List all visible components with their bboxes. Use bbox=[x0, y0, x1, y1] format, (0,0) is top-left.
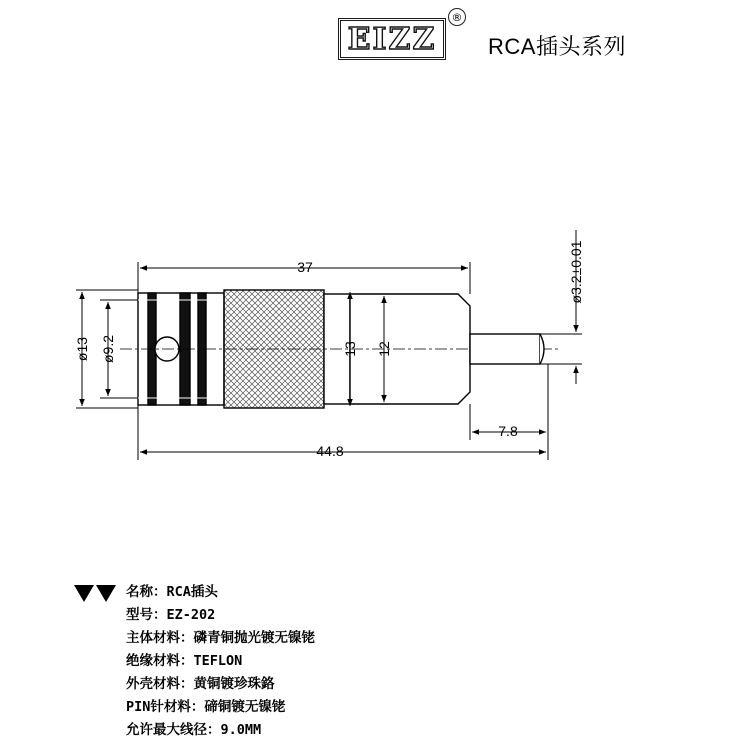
spec-row-model bbox=[126, 603, 215, 623]
spec-label: 型号： bbox=[126, 607, 167, 623]
dim-label-37: 37 bbox=[297, 259, 313, 275]
dim-label-44-8: 44.8 bbox=[316, 443, 344, 459]
dim-label-12: 12 bbox=[376, 341, 392, 357]
spec-label: PIN针材料： bbox=[126, 699, 205, 715]
dim-label-d3-2: ø3.2±0.01 bbox=[568, 240, 584, 304]
plug-body bbox=[120, 290, 560, 408]
spec-value: 磷青铜抛光镀无镍铑 bbox=[193, 630, 315, 646]
spec-label: 名称： bbox=[126, 584, 167, 600]
spec-value: 碲铜镀无镍铑 bbox=[204, 699, 286, 715]
spec-row-pin-material bbox=[126, 695, 285, 715]
pin bbox=[470, 334, 540, 364]
spec-row-max-cable bbox=[126, 718, 261, 738]
spec-bullets-icon bbox=[74, 585, 116, 602]
spec-label: 绝缘材料： bbox=[126, 653, 194, 669]
dim-label-d9-2: ø9.2 bbox=[100, 334, 116, 364]
spec-row-body-material bbox=[126, 626, 315, 646]
spec-value: 黄铜镀珍珠鉻 bbox=[193, 676, 275, 692]
spec-row-name bbox=[126, 580, 218, 600]
spec-label: 主体材料： bbox=[126, 630, 194, 646]
spec-value: TEFLON bbox=[193, 653, 243, 669]
spec-value: EZ-202 bbox=[166, 607, 216, 623]
spec-value: 9.0MM bbox=[220, 722, 262, 738]
spec-row-shell-material bbox=[126, 672, 275, 692]
spec-row-insulation bbox=[126, 649, 242, 669]
dim-label-7-8: 7.8 bbox=[498, 423, 518, 439]
spec-label: 外壳材料： bbox=[126, 676, 194, 692]
dim-label-13: 13 bbox=[342, 341, 358, 357]
spec-value: RCA插头 bbox=[166, 584, 218, 600]
dim-label-d13: ø13 bbox=[74, 336, 90, 362]
spec-label: 允许最大线径： bbox=[126, 722, 221, 738]
brand-logo-text: EIZZ bbox=[347, 21, 437, 57]
registered-mark: ® bbox=[448, 8, 466, 26]
pin-tip bbox=[540, 334, 544, 364]
series-title: RCA插头系列 bbox=[488, 34, 626, 59]
